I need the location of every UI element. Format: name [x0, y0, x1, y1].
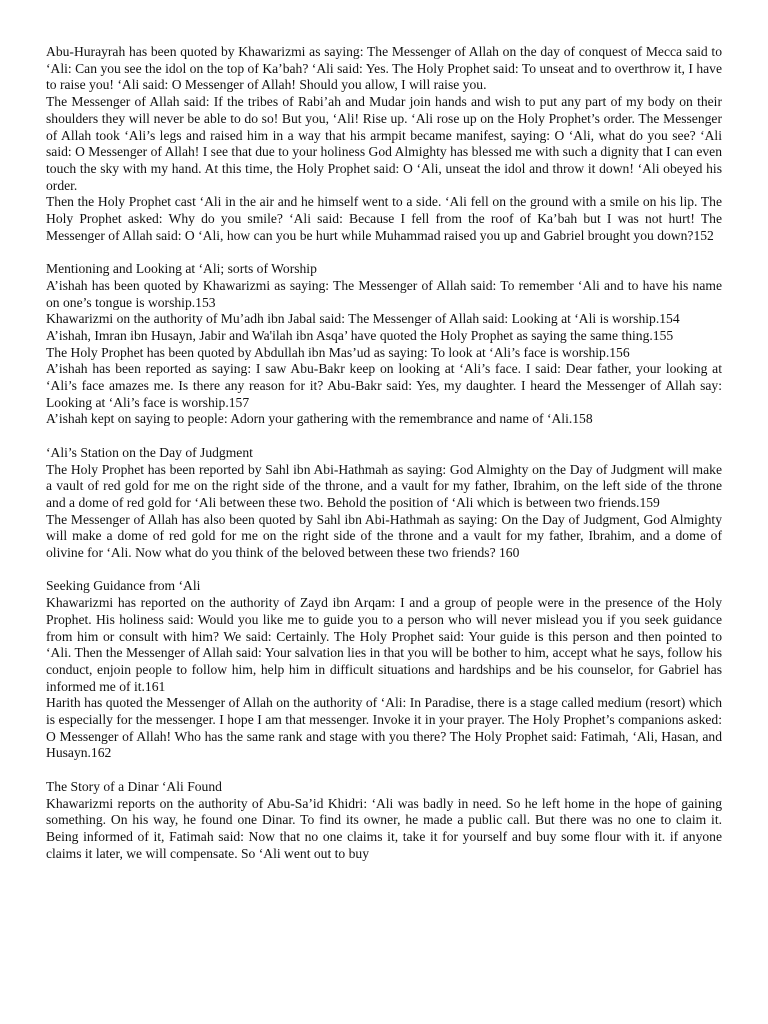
section-worship — [46, 261, 722, 428]
section-heading: ‘Ali’s Station on the Day of Judgment — [46, 444, 253, 460]
paragraph: A’ishah kept on saying to people: Adorn your gathering with the remembrance and name of ‘Ali.158 — [46, 411, 593, 427]
paragraph: A’ishah has been quoted by Khawarizmi as saying: The Messenger of Allah said: To remember ‘Ali and to have his name on one’s tongue is worship.153 — [46, 277, 722, 310]
document-page — [46, 44, 722, 862]
paragraph: A’ishah has been reported as saying: I saw Abu-Bakr keep on looking at ‘Ali’s face. I said: Dear father, your looking at ‘Ali’s face amazes me. Is there any reason for it? Abu-Bakr said: Yes, my daughter. I heard the Messenger of Allah say: Looking at ‘Ali’s face is worship.157 — [46, 361, 722, 410]
paragraph: Khawarizmi on the authority of Mu’adh ibn Jabal said: The Messenger of Allah said: Looking at ‘Ali is worship.154 — [46, 311, 680, 327]
paragraph: The Holy Prophet has been reported by Sahl ibn Abi-Hathmah as saying: God Almighty on the Day of Judgment will make a vault of red gold for me on the right side of the throne, and a vault for my father, Ibrahim, on the left side of the throne and a dome of red gold for ‘Ali between these two. Behold the position of ‘Ali which is between two friends.159 — [46, 461, 722, 510]
paragraph: Khawarizmi has reported on the authority of Zayd ibn Arqam: I and a group of people were in the presence of the Holy Prophet. His holiness said: Would you like me to guide you to a person who will never mislead you if you seek guidance from him or consult with him? We said: Certainly. The Holy Prophet said: Your guide is this person and then pointed to ‘Ali. Then the Messenger of Allah said: Your salvation lies in that you will be bother to him, accept what he says, follow his conduct, enjoin people to follow him, help him in difficult situations and hardships and be his counselor, for Gabriel has informed me of it.161 — [46, 595, 722, 694]
paragraph: The Messenger of Allah has also been quoted by Sahl ibn Abi-Hathmah as saying: On the Day of Judgment, God Almighty will make a dome of red gold for me on the right side of the throne and a vault for my father, Ibrahim, and a dome of olivine for ‘Ali. Now what do you think of the beloved between these two friends? 160 — [46, 511, 722, 561]
paragraph: The Messenger of Allah said: If the tribes of Rabi’ah and Mudar join hands and wish to put any part of my body on their shoulders they will never be able to do so! But you, ‘Ali! Rise up. ‘Ali rose up on the Holy Prophet’s order. The Messenger of Allah took ‘Ali’s legs and raised him in a way that his armpit became manifest, saying: O ‘Ali, what do you see? ‘Ali said: O Messenger of Allah! I see that due to your holiness God Almighty has blessed me with such a dignity that I can even touch the sky with my hand. At this time, the Holy Prophet said: O ‘Ali, unseat the idol and throw it down! ‘Ali obeyed his order. — [46, 94, 722, 193]
section-idol-story — [46, 44, 722, 244]
section-heading: The Story of a Dinar ‘Ali Found — [46, 778, 222, 794]
paragraph: A’ishah, Imran ibn Husayn, Jabir and Wa'ilah ibn Asqa’ have quoted the Holy Prophet as saying the same thing.155 — [46, 327, 674, 343]
paragraph: Khawarizmi reports on the authority of Abu-Sa’id Khidri: ‘Ali was badly in need. So he left home in the hope of gaining something. On his way, he found one Dinar. To find its owner, he made a public call. But there was no one to claim it. Being informed of it, Fatimah said: Now that no one claims it, take it for yourself and buy some flour with it. if anyone claims it later, we will compensate. So ‘Ali went out to buy — [46, 795, 722, 861]
paragraph: Then the Holy Prophet cast ‘Ali in the air and he himself went to a side. ‘Ali fell on the ground with a smile on his lip. The Holy Prophet asked: Why do you smile? ‘Ali said: Because I fell from the roof of Ka’bah but I was not hurt! The Messenger of Allah said: O ‘Ali, how can you be hurt while Muhammad raised you up and Gabriel brought you down?152 — [46, 194, 722, 243]
paragraph: Harith has quoted the Messenger of Allah on the authority of ‘Ali: In Paradise, there is a stage called medium (resort) which is especially for the messenger. I hope I am that messenger. Invoke it in your prayer. The Holy Prophet’s companions asked: O Messenger of Allah! Who has the same rank and stage with you there? The Holy Prophet said: Fatimah, ‘Ali, Hasan, and Husayn.162 — [46, 695, 722, 761]
section-seeking-guidance — [46, 578, 722, 762]
section-dinar-story — [46, 779, 722, 863]
paragraph: Abu-Hurayrah has been quoted by Khawarizmi as saying: The Messenger of Allah on the day of conquest of Mecca said to ‘Ali: Can you see the idol on the top of Ka’bah? ‘Ali said: Yes. The Holy Prophet said: To unseat and to overthrow it, I have to raise you! ‘Ali said: O Messenger of Allah! Should you allow, I will raise you. — [46, 44, 722, 93]
paragraph: The Holy Prophet has been quoted by Abdullah ibn Mas’ud as saying: To look at ‘Ali’s face is worship.156 — [46, 344, 630, 360]
section-heading: Mentioning and Looking at ‘Ali; sorts of Worship — [46, 261, 317, 277]
section-heading: Seeking Guidance from ‘Ali — [46, 578, 201, 594]
section-day-of-judgment — [46, 445, 722, 562]
